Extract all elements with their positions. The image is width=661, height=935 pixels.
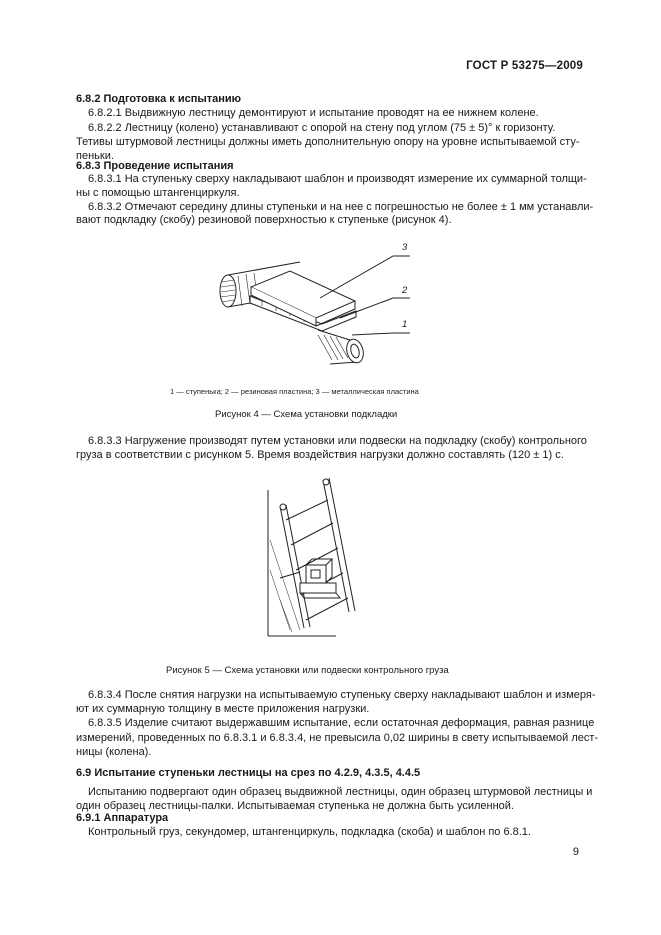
section-6-8-2-title: 6.8.2 Подготовка к испытанию xyxy=(76,93,242,105)
paragraph-6-8-3-3-line2: груза в соответствии с рисунком 5. Время воздействия нагрузки должно составлять (120 ± 1) с. xyxy=(76,449,564,461)
paragraph-6-8-3-4-line1: 6.8.3.4 После снятия нагрузки на испытываемую ступеньку сверху накладывают шаблон и измеря- xyxy=(88,689,596,701)
figure-4-caption: Рисунок 4 — Схема установки подкладки xyxy=(215,409,398,420)
paragraph-6-8-3-1-line1: 6.8.3.1 На ступеньку сверху накладывают шаблон и производят измерение их суммарной толщи- xyxy=(88,173,587,185)
section-6-9-title: 6.9 Испытание ступеньки лестницы на срез по 4.2.9, 4.3.5, 4.4.5 xyxy=(76,767,421,779)
section-6-9-1-title: 6.9.1 Аппаратура xyxy=(76,812,169,824)
paragraph-6-8-2-2-line2: Тетивы штурмовой лестницы должны иметь дополнительную опору на уровне испытываемой сту- xyxy=(76,136,580,148)
paragraph-6-8-3-4-line2: ют их суммарную толщину в месте приложения нагрузки. xyxy=(76,703,370,715)
paragraph-6-8-3-5-line1: 6.8.3.5 Изделие считают выдержавшим испытание, если остаточная деформация, равная разнице xyxy=(88,717,595,729)
section-6-8-3-title: 6.8.3 Проведение испытания xyxy=(76,160,234,172)
callout-1: 1 xyxy=(402,319,408,330)
paragraph-6-8-3-2-line1: 6.8.3.2 Отмечают середину длины ступеньки и на нее с погрешностью не более ± 1 мм устанавли- xyxy=(88,201,594,213)
paragraph-6-9-1: Контрольный груз, секундомер, штангенциркуль, подкладка (скоба) и шаблон по 6.8.1. xyxy=(88,826,531,838)
document-header: ГОСТ Р 53275—2009 xyxy=(466,60,583,72)
paragraph-6-8-2-1: 6.8.2.1 Выдвижную лестницу демонтируют и испытание проводят на ее нижнем колене. xyxy=(88,107,539,119)
callout-3: 3 xyxy=(402,242,408,253)
paragraph-6-9-line1: Испытанию подвергают один образец выдвижной лестницы, один образец штурмовой лестницы и xyxy=(88,786,593,798)
paragraph-6-8-3-1-line2: ны с помощью штангенциркуля. xyxy=(76,187,240,199)
paragraph-6-8-3-2-line2: вают подкладку (скобу) резиновой поверхностью к ступеньке (рисунок 4). xyxy=(76,214,452,226)
page-number: 9 xyxy=(572,846,579,858)
paragraph-6-8-3-5-line3: ницы (колена). xyxy=(76,746,152,758)
paragraph-6-8-3-5-line2: измерений, проведенных по 6.8.3.1 и 6.8.3.4, не превысила 0,02 ширины в свету испытываемой лест- xyxy=(76,732,599,744)
figure-4-legend: 1 — ступенька; 2 — резиновая пластина; 3 — металлическая пластина xyxy=(170,387,419,396)
figure-5-caption: Рисунок 5 — Схема установки или подвески контрольного груза xyxy=(166,665,449,676)
paragraph-6-8-2-2-line1: 6.8.2.2 Лестницу (колено) устанавливают с опорой на стену под углом (75 ± 5)° к горизонту. xyxy=(88,122,556,134)
paragraph-6-9-line2: один образец лестницы-палки. Испытываемая ступенька не должна быть усиленной. xyxy=(76,800,514,812)
paragraph-6-8-3-3-line1: 6.8.3.3 Нагружение производят путем установки или подвески на подкладку (скобу) контрольного xyxy=(88,435,587,447)
paragraph-6-8-2-2-line3: пеньки. xyxy=(76,150,114,162)
callout-2: 2 xyxy=(402,285,408,296)
